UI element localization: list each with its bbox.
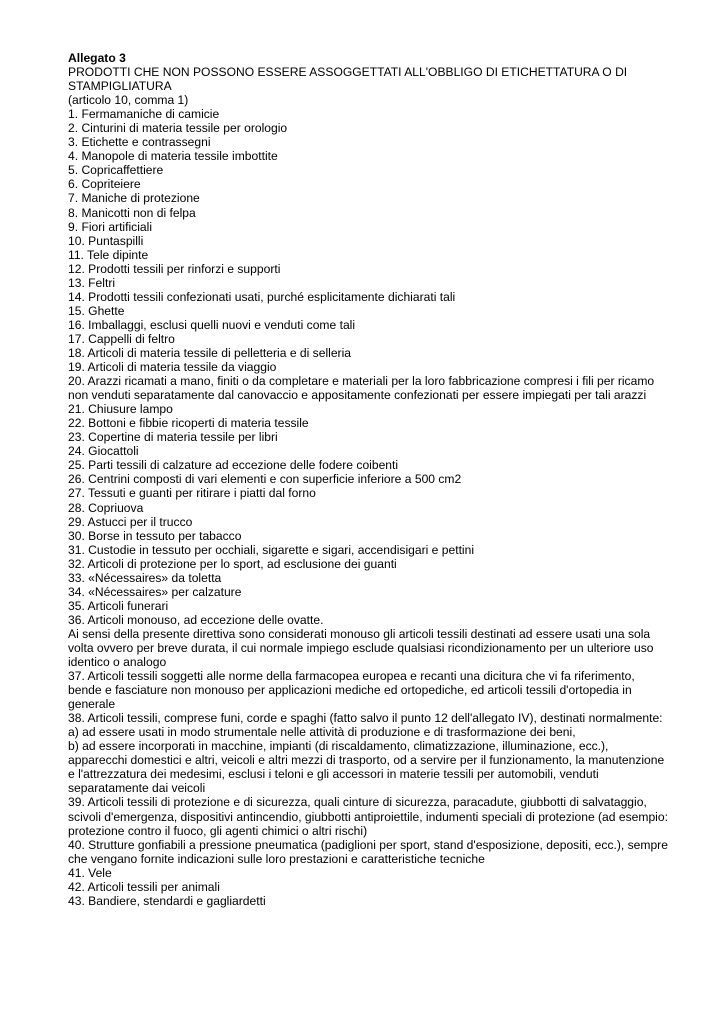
list-item: 1. Fermamaniche di camicie <box>68 107 220 122</box>
list-item: 31. Custodie in tessuto per occhiali, sigarette e sigari, accendisigari e pettini <box>68 542 475 557</box>
list-item: 34. «Nécessaires» per calzature <box>68 584 242 599</box>
list-item: a) ad essere usati in modo strumentale nelle attività di produzione e di trasformazione dei beni, <box>68 725 576 740</box>
list-item: 15. Ghette <box>68 303 125 318</box>
list-item: Ai sensi della presente direttiva sono considerati monouso gli articoli tessili destinati ad essere usati una sola volta ovvero per breve durata, il cui normale impiego esclude qualsiasi ricondizionamento per un ulteriore uso identico o analogo <box>68 626 654 670</box>
list-item: 39. Articoli tessili di protezione e di sicurezza, quali cinture di sicurezza, paracadute, giubbotti di salvataggio, scivoli d'emergenza, dispositivi antincendio, giubbotti antiproiettile, indumenti speciali di protezione (ad esempio: protezione contro il fuoco, gli agenti chimici o altri rischi) <box>68 795 668 838</box>
list-item: 14. Prodotti tessili confezionati usati, purché esplicitamente dichiarati tali <box>68 289 456 304</box>
list-item: 18. Articoli di materia tessile di pelletteria e di selleria <box>68 345 351 360</box>
document-title: Allegato 3 <box>68 51 126 65</box>
list-item: 42. Articoli tessili per animali <box>68 879 220 894</box>
list-item: 20. Arazzi ricamati a mano, finiti o da completare e materiali per la loro fabbricazione compresi i fili per ricamo non venduti separatamente dal canovaccio e appositamente confezionati per essere impiegati per tali arazzi <box>68 374 655 403</box>
list-item: 36. Articoli monouso, ad eccezione delle ovatte. <box>68 612 324 627</box>
list-item: 27. Tessuti e guanti per ritirare i piatti dal forno <box>68 486 316 501</box>
list-item: 9. Fiori artificiali <box>68 219 153 234</box>
list-item: 13. Feltri <box>68 275 116 290</box>
list-item: 10. Puntaspilli <box>68 233 144 248</box>
list-item: 37. Articoli tessili soggetti alle norme della farmacopea europea e recanti una dicitura che vi fa riferimento, bende e fasciature non monouso per applicazioni mediche ed ortopediche, ed articoli tessili d'ortopedia in generale <box>68 669 635 712</box>
list-item: 4. Manopole di materia tessile imbottite <box>68 149 278 164</box>
list-item: 33. «Nécessaires» da toletta <box>68 570 222 585</box>
list-item: 30. Borse in tessuto per tabacco <box>68 528 242 543</box>
list-item: 38. Articoli tessili, comprese funi, corde e spaghi (fatto salvo il punto 12 dell'allegato IV), destinati normalmente: <box>68 711 663 726</box>
article-reference: (articolo 10, comma 1) <box>68 93 189 108</box>
list-item: b) ad essere incorporati in macchine, impianti (di riscaldamento, climatizzazione, illuminazione, ecc.), apparecchi domestici e altri, veicoli e altri mezzi di trasporto, od a servire per il funzionamento, la manutenzione e l'attrezzatura dei medesimi, esclusi i teloni e gli accessori in materie tessili per automobili, venduti separatamente dai veicoli <box>68 739 665 796</box>
list-item: 12. Prodotti tessili per rinforzi e supporti <box>68 261 281 276</box>
list-item: 40. Strutture gonfiabili a pressione pneumatica (padiglioni per sport, stand d'esposizione, depositi, ecc.), sempre che vengano fornite indicazioni sulle loro prestazioni e caratteristiche tecniche <box>68 837 668 866</box>
list-item: 6. Copriteiere <box>68 177 141 192</box>
list-item: 3. Etichette e contrassegni <box>68 135 211 150</box>
list-item: 11. Tele dipinte <box>68 247 149 262</box>
list-item: 24. Giocattoli <box>68 444 139 459</box>
list-item: 2. Cinturini di materia tessile per orologio <box>68 121 288 136</box>
list-item: 43. Bandiere, stendardi e gagliardetti <box>68 893 266 908</box>
list-item: 26. Centrini composti di vari elementi e con superficie inferiore a 500 cm2 <box>68 472 462 487</box>
list-item: 16. Imballaggi, esclusi quelli nuovi e venduti come tali <box>68 317 356 332</box>
list-item: 28. Copriuova <box>68 500 144 515</box>
list-item: 17. Cappelli di feltro <box>68 331 175 346</box>
list-item: 35. Articoli funerari <box>68 598 169 613</box>
list-item: 7. Maniche di protezione <box>68 191 200 206</box>
list-item: 29. Astucci per il trucco <box>68 514 193 529</box>
list-item: 5. Copricaffettiere <box>68 163 164 178</box>
list-item: 8. Manicotti non di felpa <box>68 205 196 220</box>
list-item: 41. Vele <box>68 865 112 880</box>
document-heading: PRODOTTI CHE NON POSSONO ESSERE ASSOGGETTATI ALL'OBBLIGO DI ETICHETTATURA O DI STAMPIGLIATURA <box>68 65 628 94</box>
list-item: 25. Parti tessili di calzature ad eccezione delle fodere coibenti <box>68 458 399 473</box>
list-item: 23. Copertine di materia tessile per libri <box>68 430 278 445</box>
list-item: 32. Articoli di protezione per lo sport, ad esclusione dei guanti <box>68 556 397 571</box>
list-item: 22. Bottoni e fibbie ricoperti di materia tessile <box>68 416 309 431</box>
list-item: 21. Chiusure lampo <box>68 402 173 417</box>
document-page <box>68 51 668 908</box>
list-item: 19. Articoli di materia tessile da viaggio <box>68 360 277 375</box>
product-list <box>68 107 668 908</box>
